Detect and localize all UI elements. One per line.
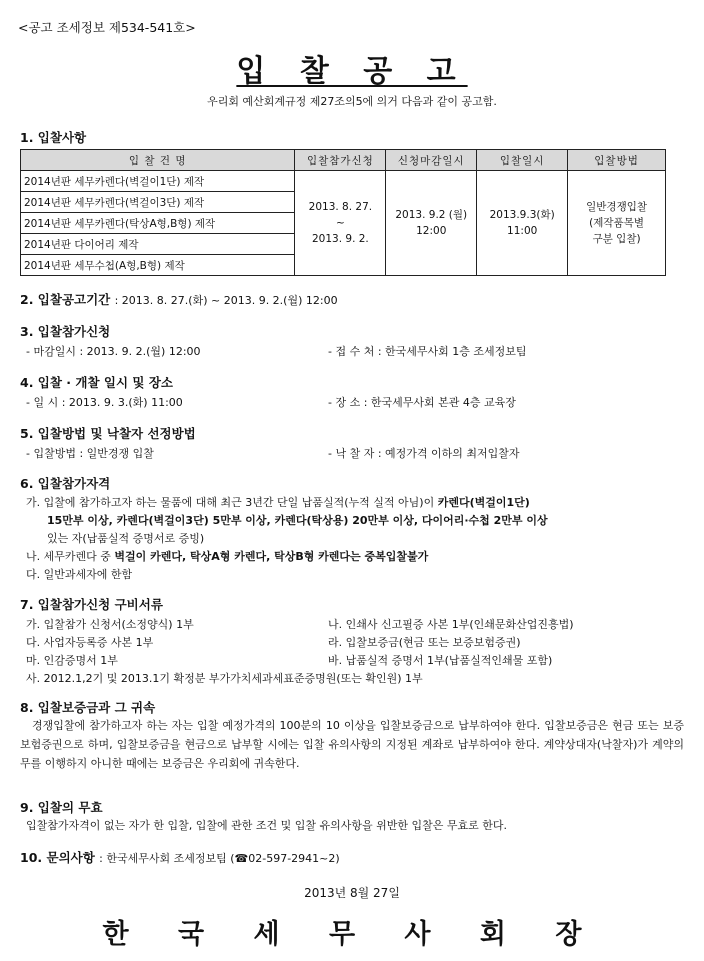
section-5-left: - 입찰방법 : 일반경쟁 입찰 <box>26 447 154 460</box>
method-cell <box>568 171 666 276</box>
item-name: 2014년판 다이어리 제작 <box>21 234 295 255</box>
title-text: 입 찰 공 고 <box>236 54 468 89</box>
item-name: 2014년판 세무카렌다(벽걸이3단) 제작 <box>21 192 295 213</box>
col-header-method: 입찰방법 <box>568 150 666 171</box>
section-4-right: - 장 소 : 한국세무사회 본관 4층 교육장 <box>328 396 516 409</box>
qualification-ga-line-1 <box>26 494 530 510</box>
section-3-left: - 마감일시 : 2013. 9. 2.(월) 12:00 <box>26 345 201 358</box>
section-8-text: 경쟁입찰에 참가하고자 하는 자는 입찰 예정가격의 100분의 10 이상을 입찰보증금으로 납부하여야 한다. 입찰보증금은 현금 또는 보증보험증권으로 하며, 입찰보증금을 현금으로 납부할 시에는 입찰 유의사항의 지정된 계좌로 납부하여야 한다. 계약상대자(낙찰자)가 계약의무를 이행하지 아니한 때에는 보증금은 우리회에 귀속한다. <box>20 719 684 770</box>
section-8-heading: 8. 입찰보증금과 그 귀속 <box>20 700 156 715</box>
deadline-cell <box>386 171 477 276</box>
qualification-na <box>26 548 428 564</box>
qualification-na-bold: 벽걸이 카렌다, 탁상A형 카렌다, 탁상B형 카렌다는 중복입찰불가 <box>114 550 429 563</box>
table-row <box>21 171 666 192</box>
document-ma: 마. 인감증명서 1부 <box>26 654 118 667</box>
document-sa: 사. 2012.1,2기 및 2013.1기 확정분 부가가치세과세표준증명원(또는 확인원) 1부 <box>26 672 423 685</box>
page-title <box>0 46 704 90</box>
section-3-right: - 접 수 처 : 한국세무사회 1층 조세정보팀 <box>328 345 527 358</box>
apply-start: 2013. 8. 27. <box>308 201 373 213</box>
section-2-text: : 2013. 8. 27.(화) ~ 2013. 9. 2.(월) 12:00 <box>114 294 338 307</box>
section-7-heading: 7. 입찰참가신청 구비서류 <box>20 597 163 612</box>
method-line-1: 일반경쟁입찰 <box>586 201 647 213</box>
apply-period-cell <box>295 171 386 276</box>
apply-separator: ~ <box>335 217 345 229</box>
col-header-bid-date: 입찰일시 <box>477 150 568 171</box>
col-header-item: 입 찰 건 명 <box>21 150 295 171</box>
document-ba: 바. 납품실적 증명서 1부(납품실적인쇄물 포함) <box>328 654 553 667</box>
document-na: 나. 인쇄사 신고필증 사본 1부(인쇄문화산업진흥법) <box>328 618 574 631</box>
section-9-text: 입찰참가자격이 없는 자가 한 입찰, 입찰에 관한 조건 및 입찰 유의사항을 위반한 입찰은 무효로 한다. <box>26 819 507 832</box>
section-5-right: - 낙 찰 자 : 예정가격 이하의 최저입찰자 <box>328 447 520 460</box>
item-name: 2014년판 세무카렌다(탁상A형,B형) 제작 <box>21 213 295 234</box>
section-5-heading: 5. 입찰방법 및 낙찰자 선정방법 <box>20 426 196 441</box>
section-1-heading: 1. 입찰사항 <box>20 130 87 145</box>
deadline-time: 12:00 <box>416 225 447 237</box>
section-10-text: : 한국세무사회 조세정보팀 (☎02-597-2941~2) <box>99 852 340 865</box>
section-10 <box>20 848 340 866</box>
document-da: 다. 사업자등록증 사본 1부 <box>26 636 154 649</box>
document-ga: 가. 입찰참가 신청서(소정양식) 1부 <box>26 618 194 631</box>
table-header-row <box>21 150 666 171</box>
section-9-heading: 9. 입찰의 무효 <box>20 800 103 815</box>
qualification-ga-text: 가. 입찰에 참가하고자 하는 물품에 대해 최근 3년간 단일 납품실적(누적 실적 아님)이 <box>26 496 438 509</box>
bid-time: 11:00 <box>507 225 538 237</box>
method-line-3: 구분 입찰) <box>592 233 641 245</box>
method-line-2: (제작품목별 <box>589 217 644 229</box>
col-header-deadline: 신청마감일시 <box>386 150 477 171</box>
section-4-left: - 일 시 : 2013. 9. 3.(화) 11:00 <box>26 396 183 409</box>
section-2 <box>20 290 338 308</box>
bid-items-table <box>20 149 666 276</box>
document-ra: 라. 입찰보증금(현금 또는 보증보험증권) <box>328 636 521 649</box>
section-6-heading: 6. 입찰참가자격 <box>20 476 111 491</box>
bid-date-cell <box>477 171 568 276</box>
section-10-heading: 10. 문의사항 <box>20 850 95 865</box>
signature: 한 국 세 무 사 회 장 <box>102 919 602 950</box>
apply-end: 2013. 9. 2. <box>312 233 369 245</box>
notice-number: <공고 조세정보 제534-541호> <box>18 20 196 35</box>
intro-text: 우리회 예산회계규정 제27조의5에 의거 다음과 같이 공고함. <box>207 95 497 108</box>
qualification-da: 다. 일반과세자에 한함 <box>26 568 133 581</box>
bid-date: 2013.9.3(화) <box>489 209 555 221</box>
section-4-heading: 4. 입찰 · 개찰 일시 및 장소 <box>20 375 173 390</box>
notice-date: 2013년 8월 27일 <box>304 886 400 900</box>
item-name: 2014년판 세무수첩(A형,B형) 제작 <box>21 255 295 276</box>
qualification-ga-line-3: 있는 자(납품실적 증명서로 증빙) <box>47 532 205 545</box>
section-2-heading: 2. 입찰공고기간 <box>20 292 111 307</box>
qualification-na-text: 나. 세무카렌다 중 <box>26 550 115 563</box>
deadline-date: 2013. 9.2 (월) <box>395 209 468 221</box>
qualification-ga-line-2: 15만부 이상, 카렌다(벽걸이3단) 5만부 이상, 카렌다(탁상용) 20만부 이상, 다이어리·수첩 2만부 이상 <box>47 514 548 527</box>
section-3-heading: 3. 입찰참가신청 <box>20 324 111 339</box>
qualification-ga-bold: 카렌다(벽걸이1단) <box>437 496 530 509</box>
col-header-apply: 입찰참가신청 <box>295 150 386 171</box>
item-name: 2014년판 세무카렌다(벽걸이1단) 제작 <box>21 171 295 192</box>
